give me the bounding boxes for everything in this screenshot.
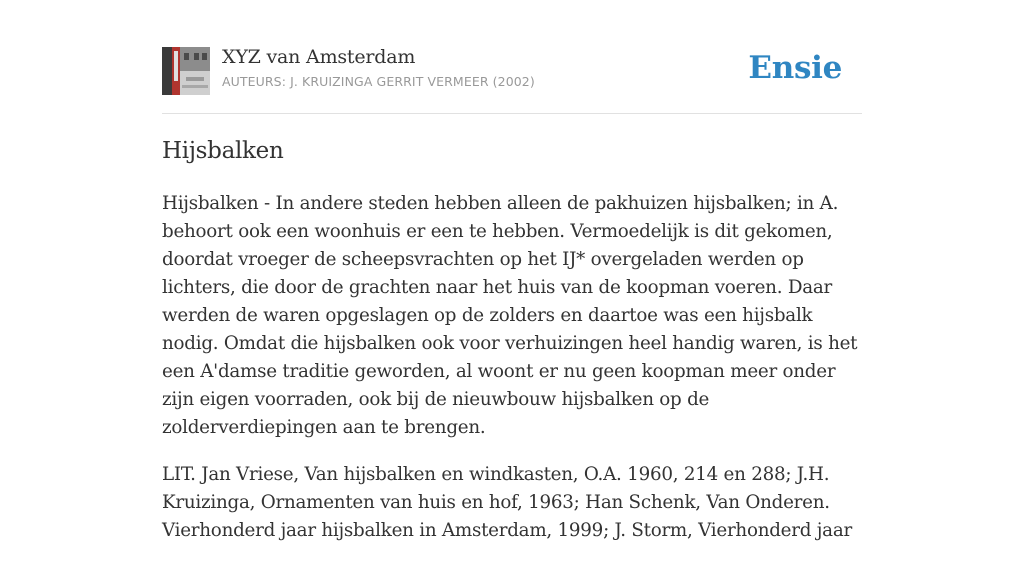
ensie-logo[interactable]: Ensie — [748, 50, 842, 86]
entry-paragraph-literature: LIT. Jan Vriese, Van hijsbalken en windkasten, O.A. 1960, 214 en 288; J.H. Kruizinga, Ornamenten van huis en hof, 1963; Han Schenk, Van Onderen. Vierhonderd jaar hijsbalken in Amsterdam, 1999; J. Storm, Vierhonderd jaar — [162, 464, 852, 541]
header-divider — [162, 113, 862, 114]
book-authors: AUTEURS: J. KRUIZINGA GERRIT VERMEER (2002) — [222, 74, 535, 89]
book-cover-avatar[interactable] — [162, 47, 210, 95]
entry-title: Hijsbalken — [162, 138, 284, 164]
entry-content — [162, 190, 872, 564]
cover-photo-icon — [162, 47, 210, 95]
book-title[interactable]: XYZ van Amsterdam — [222, 46, 416, 68]
entry-paragraph-definition: Hijsbalken - In andere steden hebben alleen de pakhuizen hijsbalken; in A. behoort ook een woonhuis er een te hebben. Vermoedelijk is dit gekomen, doordat vroeger de scheepsvrachten op het IJ* overgeladen werden op lichters, die door de grachten naar het huis van de koopman voeren. Daar werden de waren opgeslagen op de zolders en daartoe was een hijsbalk nodig. Omdat die hijsbalken ook voor verhuizingen heel handig waren, is het een A'damse traditie geworden, al woont er nu geen koopman meer onder zijn eigen voorraden, ook bij de nieuwbouw hijsbalken op de zolderverdiepingen aan te brengen. — [162, 193, 858, 438]
book-header — [162, 46, 862, 96]
